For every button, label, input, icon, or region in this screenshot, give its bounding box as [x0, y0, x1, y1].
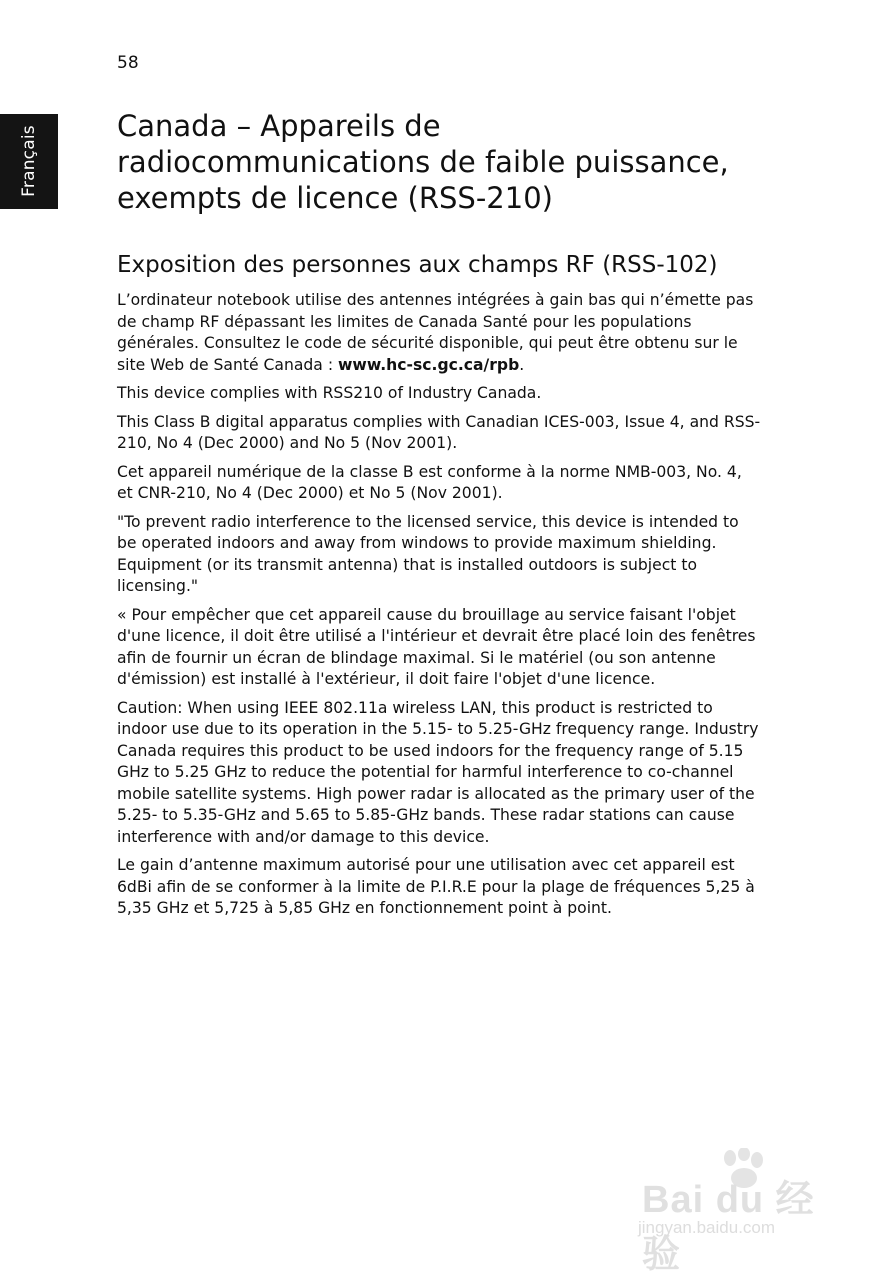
paragraph-rf-exposure-text: L’ordinateur notebook utilise des antennes intégrées à gain bas qui n’émette pas de champ RF dépassant les limites de Canada Santé pour les populations générales. Consultez le code de sécurité disponible, qui peut être obtenu sur le site Web de Santé Canada :	[117, 291, 754, 374]
language-side-tab-label: Français	[19, 125, 39, 197]
watermark-logo: Bai du 经验	[642, 1179, 815, 1276]
language-side-tab	[0, 114, 58, 209]
baidu-watermark	[630, 1148, 850, 1276]
paragraph-antenna-gain: Le gain d’antenne maximum autorisé pour une utilisation avec cet appareil est 6dBi afin de se conformer à la limite de P.I.R.E pour la plage de fréquences 5,25 à 5,35 GHz et 5,725 à 5,85 GHz en fonctionnement point à point.	[117, 856, 755, 917]
section-heading: Exposition des personnes aux champs RF (RSS-102)	[117, 252, 718, 278]
page-title: Canada – Appareils de radiocommunications de faible puissance, exempts de licence (RSS-210)	[117, 109, 729, 215]
paragraph-interference-fr: « Pour empêcher que cet appareil cause du brouillage au service faisant l'objet d'une licence, il doit être utilisé a l'intérieur et devrait être placé loin des fenêtres afin de fournir un écran de blindage maximal. Si le matériel (ou son antenne d'émission) est installé à l'extérieur, il doit faire l'objet d'une licence.	[117, 605, 756, 688]
paragraph-rf-exposure-end: .	[519, 355, 525, 374]
page-number: 58	[117, 53, 139, 73]
paragraph-caution: Caution: When using IEEE 802.11a wireless LAN, this product is restricted to indoor use due to its operation in the 5.15- to 5.25-GHz frequency range. Industry Canada requires this product to be used indoors for the frequency range of 5.15 GHz to 5.25 GHz to reduce the potential for harmful interference to co-channel mobile satellite systems. High power radar is allocated as the primary user of the 5.25- to 5.35-GHz and 5.65 to 5.85-GHz bands. These radar stations can cause interference with and/or damage to this device.	[117, 698, 759, 846]
document-content	[117, 108, 762, 927]
paragraph-interference-en: "To prevent radio interference to the licensed service, this device is intended to be operated indoors and away from windows to provide maximum shielding. Equipment (or its transmit antenna) that is installed outdoors is subject to licensing."	[117, 512, 739, 595]
watermark-url: jingyan.baidu.com	[638, 1218, 776, 1237]
paragraph-rss210: This device complies with RSS210 of Industry Canada.	[117, 384, 542, 402]
health-canada-url: www.hc-sc.gc.ca/rpb	[338, 355, 520, 374]
paragraph-class-b-fr: Cet appareil numérique de la classe B est conforme à la norme NMB-003, No. 4, et CNR-210, No 4 (Dec 2000) et No 5 (Nov 2001).	[117, 462, 742, 502]
paragraph-class-b-en: This Class B digital apparatus complies with Canadian ICES-003, Issue 4, and RSS-210, No 4 (Dec 2000) and No 5 (Nov 2001).	[117, 412, 761, 452]
paragraph-rf-exposure	[117, 290, 762, 376]
